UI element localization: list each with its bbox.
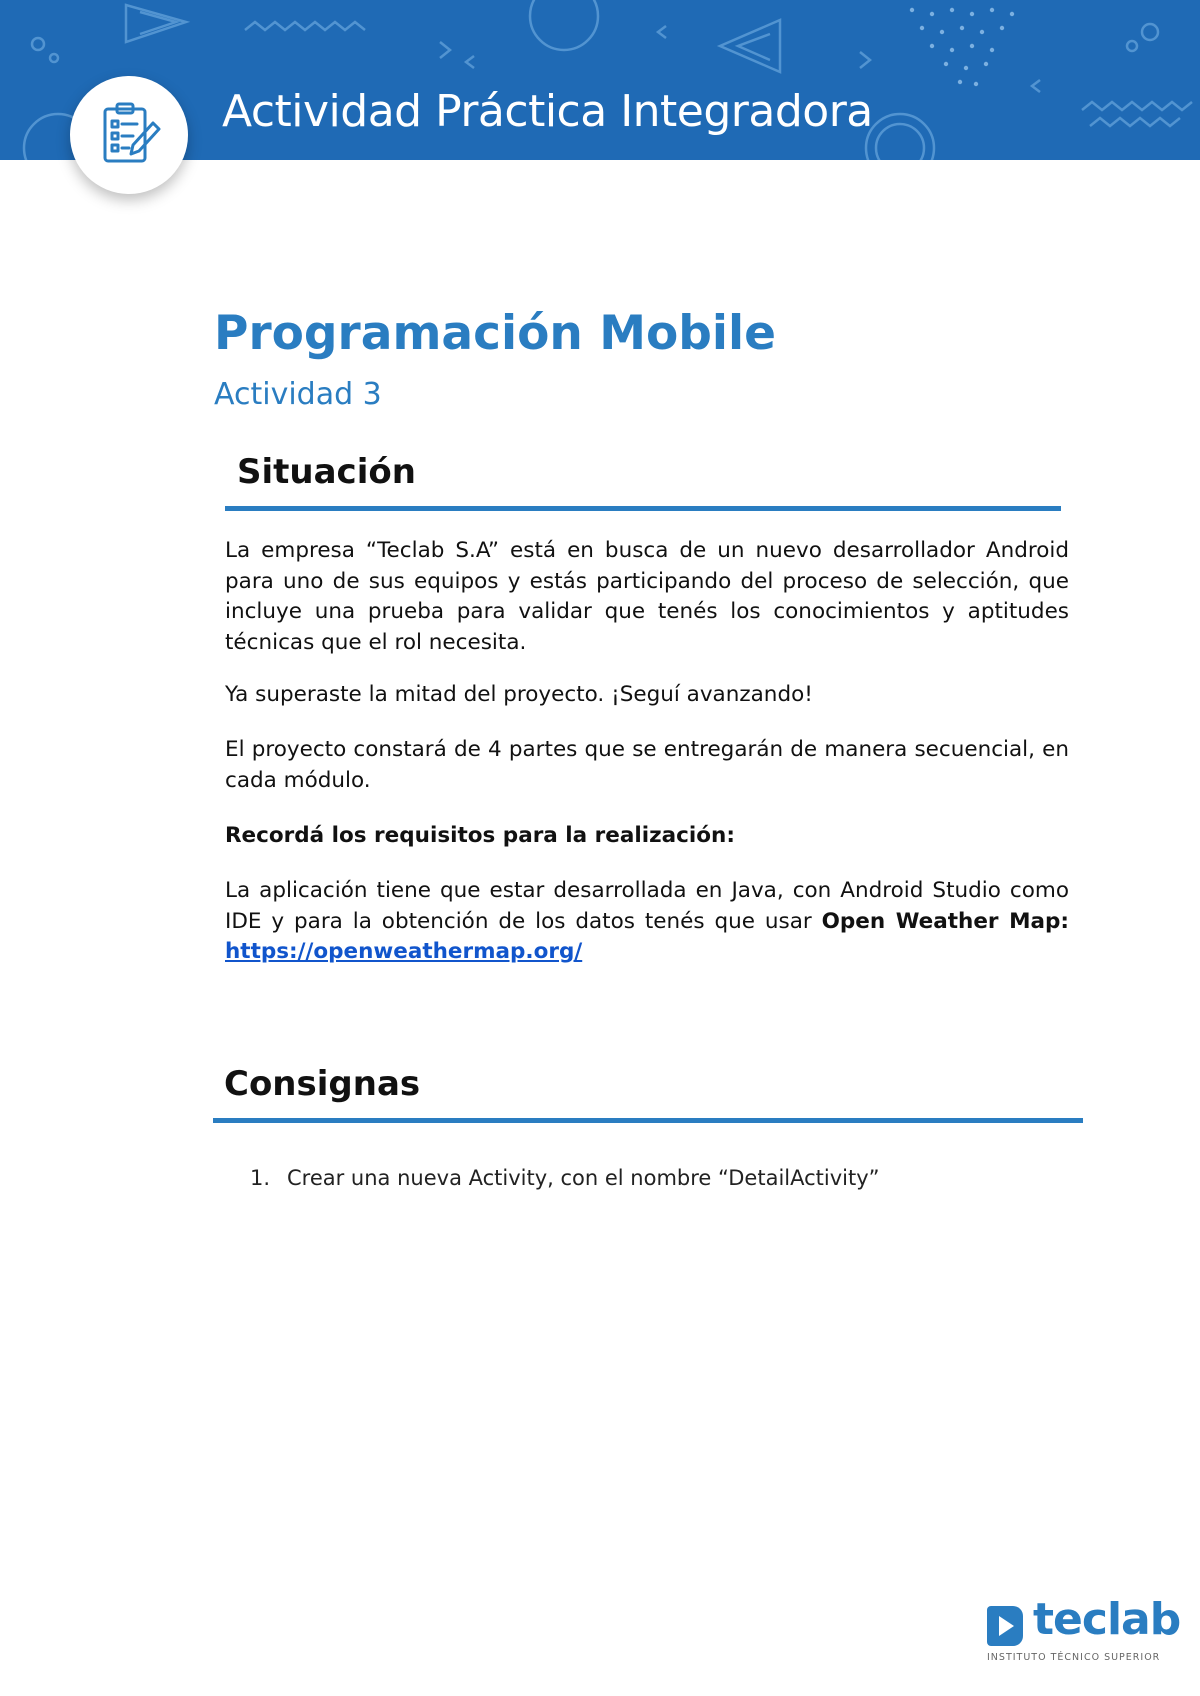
- consignas-list: [250, 1166, 880, 1190]
- paragraph-project-parts: El proyecto constará de 4 partes que se entregarán de manera secuencial, en cada módulo.: [225, 737, 1069, 793]
- section-heading-consignas: Consignas: [224, 1064, 421, 1104]
- document-title: Programación Mobile: [214, 306, 777, 361]
- badge-circle: [70, 76, 188, 194]
- openweathermap-link[interactable]: https://openweathermap.org/: [225, 939, 583, 964]
- teclab-logo: [985, 1594, 1181, 1666]
- logo-wordmark: teclab: [1033, 1594, 1181, 1645]
- list-item-number: 1.: [250, 1166, 271, 1190]
- logo-tagline: INSTITUTO TÉCNICO SUPERIOR: [987, 1652, 1161, 1663]
- checklist-document-icon: [93, 99, 165, 171]
- section-rule: [225, 506, 1061, 511]
- list-item-text: Crear una nueva Activity, con el nombre “DetailActivity”: [287, 1166, 880, 1190]
- api-name: Open Weather Map:: [821, 908, 1069, 934]
- banner-title: Actividad Práctica Integradora: [222, 86, 873, 137]
- requirements-text: La aplicación tiene que estar desarrollada en Java, con Android Studio como IDE y para la obtención de los datos tenés que usar: [225, 878, 1069, 934]
- paragraph-progress: Ya superaste la mitad del proyecto. ¡Seguí avanzando!: [225, 682, 813, 707]
- play-icon: [985, 1604, 1025, 1648]
- list-item: [250, 1166, 880, 1190]
- paragraph-requirements-heading: Recordá los requisitos para la realización:: [225, 823, 735, 848]
- section-heading-situacion: Situación: [237, 452, 416, 492]
- section-rule: [213, 1118, 1083, 1123]
- paragraph-intro: La empresa “Teclab S.A” está en busca de un nuevo desarrollador Android para uno de sus equipos y estás participando del proceso de selección, que incluye una prueba para validar que tenés los conocimientos y aptitudes técnicas que el rol necesita.: [225, 538, 1069, 655]
- document-subtitle: Actividad 3: [214, 377, 382, 412]
- paragraph-requirements: [225, 876, 1069, 968]
